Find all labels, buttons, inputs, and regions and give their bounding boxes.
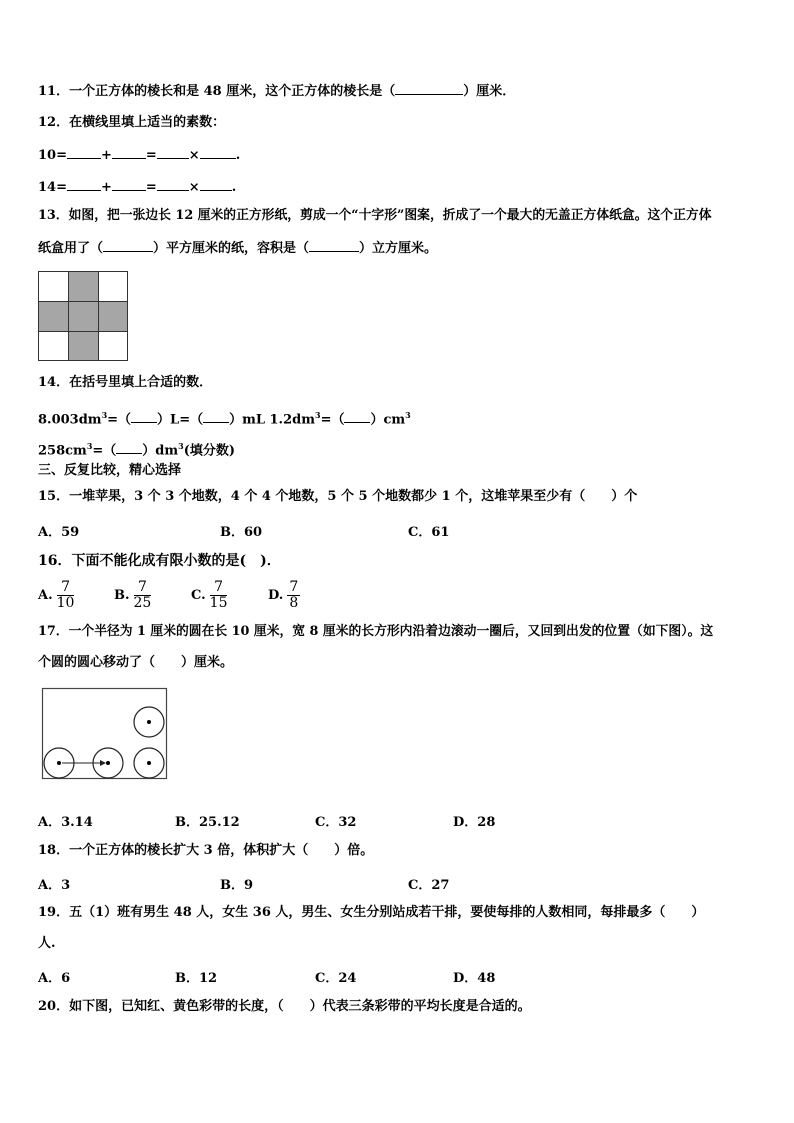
cross-net-figure bbox=[38, 271, 130, 361]
question-13-line1: 13．如图，把一张边长 12 厘米的正方形纸，剪成一个“十字形”图案，折成了一个最大的无盖正方体纸盒。这个正方体 bbox=[38, 208, 712, 223]
answer-blank[interactable] bbox=[131, 410, 157, 423]
question-14-line2 bbox=[38, 437, 235, 460]
question-20: 20．如下图，已知红、黄色彩带的长度，（ ）代表三条彩带的平均长度是合适的。 bbox=[38, 999, 531, 1014]
rectangle-outline bbox=[43, 689, 167, 779]
q14-text: =（ bbox=[107, 412, 132, 428]
option-b[interactable]: B．25.12 bbox=[175, 815, 240, 830]
rolling-circle-figure bbox=[40, 686, 170, 782]
numerator: 7 bbox=[134, 580, 152, 596]
option-d[interactable]: D．28 bbox=[453, 815, 496, 830]
q13-text: 纸盒用了（ bbox=[38, 241, 104, 256]
q14-text: 258cm bbox=[38, 443, 87, 459]
option-d[interactable] bbox=[268, 580, 300, 611]
answer-blank[interactable] bbox=[200, 178, 232, 191]
fraction bbox=[134, 580, 152, 611]
answer-blank[interactable] bbox=[344, 410, 370, 423]
answer-blank[interactable] bbox=[157, 146, 189, 159]
answer-blank[interactable] bbox=[67, 178, 101, 191]
question-16: 16．下面不能化成有限小数的是( )． bbox=[38, 553, 281, 569]
superscript: 3 bbox=[86, 441, 93, 451]
answer-blank[interactable] bbox=[200, 146, 236, 159]
q11-text-end: ）厘米． bbox=[463, 84, 516, 99]
option-label: C. bbox=[191, 588, 206, 603]
plus-sign: + bbox=[100, 180, 112, 195]
option-a[interactable]: A．3 bbox=[38, 878, 71, 893]
option-label: A. bbox=[38, 588, 53, 603]
option-b[interactable] bbox=[114, 580, 151, 611]
times-sign: × bbox=[188, 180, 200, 195]
question-19-line1: 19．五（1）班有男生 48 人，女生 36 人，男生、女生分别站成若干排，要使每排的人数相同，每排最多（ ） bbox=[38, 905, 705, 920]
question-14-line1 bbox=[38, 406, 411, 429]
question-14-title: 14．在括号里填上合适的数． bbox=[38, 375, 213, 390]
q12-lhs: 14= bbox=[38, 180, 67, 195]
answer-blank[interactable] bbox=[116, 441, 142, 454]
q14-text: =（ bbox=[320, 412, 345, 428]
answer-blank[interactable] bbox=[112, 146, 146, 159]
q14-text: (填分数) bbox=[183, 443, 236, 459]
q13-text: ）平方厘米的纸，容积是（ bbox=[153, 241, 310, 256]
times-sign: × bbox=[188, 148, 200, 163]
circle-center-dot bbox=[147, 720, 151, 724]
fraction bbox=[287, 580, 300, 611]
q11-text: 11．一个正方体的棱长和是 48 厘米，这个正方体的棱长是（ bbox=[38, 84, 396, 99]
q13-text: ）立方厘米。 bbox=[359, 241, 438, 256]
question-12-line2 bbox=[38, 178, 236, 197]
option-c[interactable]: C．27 bbox=[408, 878, 450, 893]
superscript: 3 bbox=[314, 410, 321, 420]
answer-blank[interactable] bbox=[203, 410, 229, 423]
option-c[interactable]: C．32 bbox=[315, 815, 357, 830]
option-label: D. bbox=[268, 588, 284, 603]
equals-sign: = bbox=[145, 180, 157, 195]
q14-text: ）dm bbox=[142, 443, 179, 459]
option-a[interactable]: A．6 bbox=[38, 971, 71, 986]
question-19-line2: 人. bbox=[38, 936, 56, 951]
numerator: 7 bbox=[289, 579, 299, 595]
arrow-head bbox=[100, 760, 106, 766]
circle-center-dot bbox=[106, 761, 110, 765]
denominator: 25 bbox=[133, 595, 152, 611]
circle-center-dot bbox=[147, 761, 151, 765]
option-b[interactable]: B．12 bbox=[175, 971, 218, 986]
denominator: 8 bbox=[289, 595, 299, 611]
answer-blank[interactable] bbox=[67, 146, 101, 159]
option-c[interactable] bbox=[191, 580, 227, 611]
question-12-title: 12．在横线里填上适当的素数： bbox=[38, 115, 226, 130]
answer-blank[interactable] bbox=[157, 178, 189, 191]
answer-blank[interactable] bbox=[112, 178, 146, 191]
q14-text: ）cm bbox=[370, 412, 406, 428]
equals-sign: = bbox=[145, 148, 157, 163]
section-3-title: 三、反复比较，精心选择 bbox=[38, 463, 182, 478]
question-11 bbox=[38, 82, 515, 101]
numerator: 7 bbox=[57, 580, 75, 596]
period: . bbox=[235, 148, 241, 163]
q14-text: ）mL 1.2dm bbox=[229, 412, 315, 428]
option-c[interactable]: C．61 bbox=[408, 525, 450, 540]
option-d[interactable]: D．48 bbox=[453, 971, 496, 986]
plus-sign: + bbox=[100, 148, 112, 163]
superscript: 3 bbox=[178, 441, 184, 451]
option-a[interactable]: A．3.14 bbox=[38, 815, 93, 830]
question-18: 18．一个正方体的棱长扩大 3 倍，体积扩大（ ）倍。 bbox=[38, 843, 374, 858]
circle-center-dot bbox=[57, 761, 61, 765]
q14-text: =（ bbox=[92, 443, 117, 459]
fraction bbox=[57, 580, 75, 611]
question-17-line2: 个圆的圆心移动了（ ）厘米。 bbox=[38, 655, 234, 670]
denominator: 10 bbox=[56, 595, 75, 611]
question-12-line1 bbox=[38, 146, 240, 165]
period: . bbox=[231, 180, 237, 195]
numerator: 7 bbox=[210, 580, 228, 596]
superscript: 3 bbox=[101, 410, 108, 420]
fraction bbox=[210, 580, 228, 611]
option-b[interactable]: B．60 bbox=[220, 525, 263, 540]
option-c[interactable]: C．24 bbox=[315, 971, 357, 986]
option-a[interactable]: A．59 bbox=[38, 525, 80, 540]
answer-blank[interactable] bbox=[395, 82, 463, 95]
denominator: 15 bbox=[209, 595, 228, 611]
answer-blank[interactable] bbox=[309, 239, 359, 252]
q14-text: ）L=（ bbox=[157, 412, 204, 428]
question-15: 15．一堆苹果，3 个 3 个地数，4 个 4 个地数，5 个 5 个地数都少 1 个，这堆苹果至少有（ ）个 bbox=[38, 489, 638, 504]
q14-text: 8.003dm bbox=[38, 412, 102, 428]
q12-lhs: 10= bbox=[38, 148, 67, 163]
option-a[interactable] bbox=[38, 580, 74, 611]
question-17-line1: 17．一个半径为 1 厘米的圆在长 10 厘米，宽 8 厘米的长方形内沿着边滚动一圈后，又回到出发的位置（如下图）。这 bbox=[38, 624, 714, 639]
answer-blank[interactable] bbox=[103, 239, 153, 252]
superscript: 3 bbox=[405, 410, 411, 420]
option-label: B. bbox=[114, 588, 130, 603]
question-13-line2 bbox=[38, 239, 437, 258]
option-b[interactable]: B．9 bbox=[220, 878, 254, 893]
